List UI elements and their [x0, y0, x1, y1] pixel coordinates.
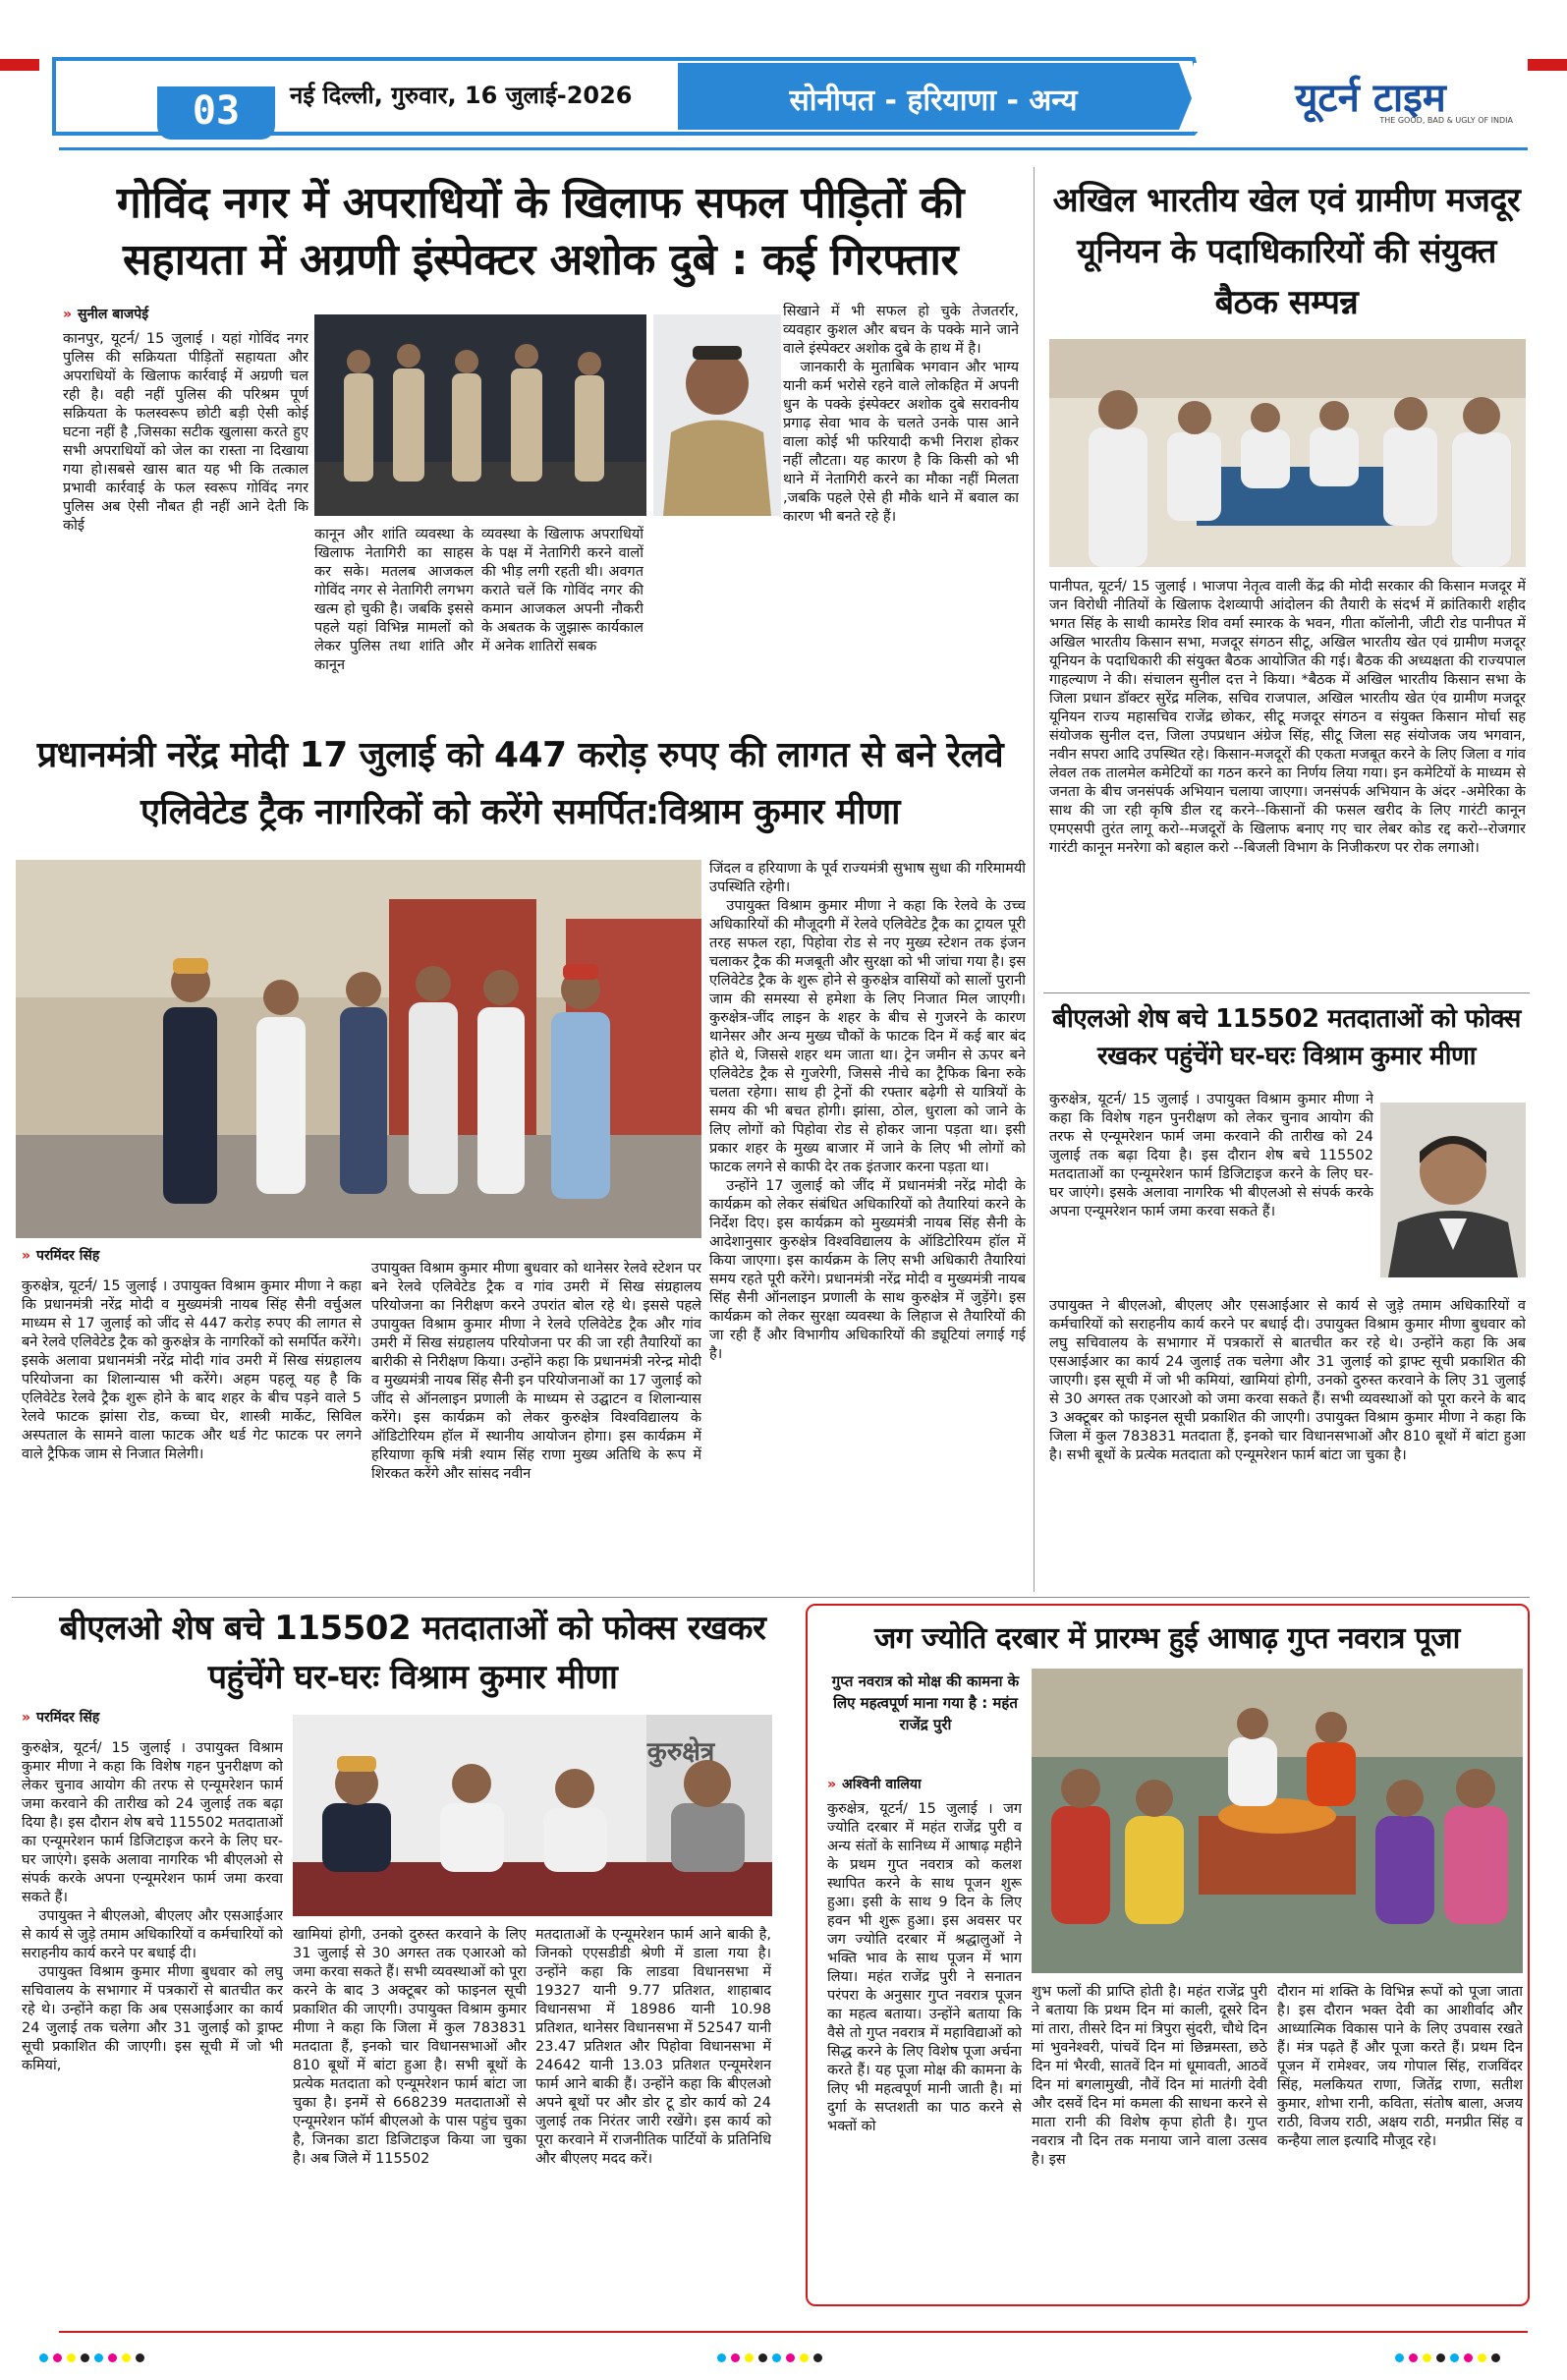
story6-headline: जग ज्योति दरबार में प्रारम्भ हुई आषाढ़ गुप्त नवरात्र पूजा [874, 1621, 1460, 1656]
story2-headline: अखिल भारतीय खेल एवं ग्रामीण मजदूर यूनियन के पदाधिकारियों की संयुक्त बैठक सम्पन्न [1052, 181, 1521, 322]
dateline: नई दिल्ली, गुरुवार, 16 जुलाई-2026 [290, 82, 633, 109]
story3-photo-inspection [16, 860, 701, 1238]
paragraph: जानकारी के मुताबिक भगवान और भाग्य यानी कर्म भरोसे रहने वाले लोकहित में अपनी धुन के पक्के इंस्पेक्टर अशोक दुबे सरावनीय प्रगाढ़ सेवा भाव के चलते उनके पास आने वाला कोई भी फरियादी कभी निराश होकर नहीं लौटता। यह कारण है कि किसी को भी थाने में नेतागिरी करने का मौका नहीं मिलता ,जबकि पहले ऐसे ही मौके थाने में बवाल का कारण भी बनते रहे हैं। [783, 360, 1019, 525]
official-portrait [1380, 1103, 1526, 1277]
story4-text-bottom: उपायुक्त ने बीएलओ, बीएलए और एसआईआर से कार्य से जुड़े तमाम अधिकारियों व कर्मचारियों को सराहनीय कार्य करने पर बधाई दी। उपायुक्त विश्राम कुमार मीणा बुधवार को लघु सचिवालय के सभागार में पत्रकारों से बातचीत कर रहे थे। उन्होंने कहा कि अब एसआईआर का कार्य 24 जुलाई तक चलेगा और 31 जुलाई को ड्राफ्ट सूची प्रकाशित की जाएगी। इस सूची में जो भी कमियां, खामियां होगी, उनको दुरुस्त करवाने के लिए 31 जुलाई से 30 अगस्त तक एआरओ को जमा करवा सकते हैं। सभी व्यवस्थाओं को पूरा करने के बाद 3 अक्टूबर को फाइनल सूची प्रकाशित की जाएगी। उपायुक्त विश्राम कुमार मीणा ने कहा कि जिला में कुल 783831 मतदाता हैं, इनको चार विधानसभाओं और 810 बूथों में बांटा हुआ है। सभी बूथों के प्रत्येक मतदाता को एन्यूमरेशन फार्म बांटा जा चुका है। [1049, 1298, 1526, 1463]
story5-photo-press-conference [293, 1715, 772, 1916]
column-rule-main [1034, 167, 1035, 1592]
story6-byline-name: अश्विनी वालिया [842, 1777, 922, 1792]
newspaper-logo: यूटर्न टाइम [1295, 75, 1446, 121]
havan-illustration [1032, 1669, 1523, 1973]
story3-col-right [709, 860, 1026, 1587]
story1-photo-police-team [314, 314, 646, 516]
masthead [0, 0, 1567, 138]
footer-registration-dots-center [717, 2353, 822, 2362]
footer-registration-dots-left [39, 2353, 144, 2362]
paragraph: कुरुक्षेत्र, यूटर्न/ 15 जुलाई । उपायुक्त विश्राम कुमार मीणा ने कहा कि विशेष गहन पुनरीक्षण को लेकर चुनाव आयोग की तरफ से एन्यूमरेशन फार्म जमा करवाने की तारीख को 24 जुलाई तक बढ़ा दिया है। इस दौरान शेष बचे 115502 मतदाताओं का एन्यूमरेशन फार्म डिजिटाइज करने के लिए घर-घर जाएंगे। इसके अलावा नागरिक भी बीएलओ से संपर्क करके अपना एन्यूमरेशन फार्म जमा करवा सकते हैं। [22, 1740, 283, 1905]
rule-story2-story4 [1043, 992, 1530, 993]
paragraph: उन्होंने 17 जुलाई को जींद में प्रधानमंत्री नरेंद्र मोदी के कार्यक्रम को लेकर संबंधित अधिकारियों को तैयारियां करने के निर्देश दिए। इस कार्यक्रम को मुख्यमंत्री नायब सिंह सैनी के आदेशानुसार कुरुक्षेत्र विश्वविद्यालय के ऑडिटोरियम हॉल में किया जाएगा। इस कार्यक्रम के लिए सभी अधिकारी तैयारियां समय रहते पूरी करेंगे। प्रधानमंत्री नरेंद्र मोदी व मुख्यमंत्री नायब सिंह सैनी ऑनलाइन प्रणाली के साथ कुरुक्षेत्र में जुड़ेंगे। इस कार्यक्रम को लेकर सुरक्षा व्यवस्था के लिहाज से तैयारियों की जा रही हैं और विभागीय अधिकारियों की ड्यूटियां लगाई गई है। [709, 1178, 1026, 1362]
inspection-illustration [16, 860, 701, 1238]
footer-rule [59, 2331, 1528, 2333]
paragraph: जिंदल व हरियाणा के पूर्व राज्यमंत्री सुभाष सुधा की गरिमामयी उपस्थिति रहेगी। [709, 861, 1026, 895]
press-banner-text: कुरुक्षेत्र [646, 1737, 715, 1767]
masthead-rule [59, 147, 1528, 150]
story3-byline-name: परमिंदर सिंह [36, 1248, 100, 1264]
story3-headline: प्रधानमंत्री नरेंद्र मोदी 17 जुलाई को 447 करोड़ रुपए की लागत से बने रेलवे एलिवेटेड ट्रैक नागरिकों को करेंगे समर्पित:विश्राम कुमार मीणा [36, 735, 1004, 832]
story6-col2: शुभ फलों की प्राप्ति होती है। महंत राजेंद्र पुरी ने बताया कि प्रथम दिन मां काली, दूसरे दिन मां तारा, तीसरे दिन मां त्रिपुरा सुंदरी, चौथे दिन मां भुवनेश्वरी, पांचवें दिन मां छिन्नमस्ता, छठे दिन मां भैरवी, सातवें दिन मां धूमावती, आठवें दिन मां बगलामुखी, नौवें दिन मां मातंगी देवी और दसवें दिन मां कमला की साधना करने से माता रानी की विशेष कृपा होती है। गुप्त नवरात्र नौ दिन तक मनाया जाने वाला उत्सव है। इस [1032, 1984, 1267, 2168]
story3-byline: » परमिंदर सिंह [22, 1248, 100, 1264]
story4-photo-official [1380, 1103, 1526, 1277]
footer-registration-dots-right [1395, 2353, 1500, 2362]
story1-byline-name: सुनील बाजपेई [78, 307, 149, 322]
story6-photo-havan [1032, 1669, 1523, 1973]
story3-col-bottom-left: कुरुक्षेत्र, यूटर्न/ 15 जुलाई । उपायुक्त विश्राम कुमार मीणा ने कहा कि प्रधानमंत्री नरेंद्र मोदी व मुख्यमंत्री नायब सिंह सैनी वर्चुअल माध्यम से 17 जुलाई को जींद से 447 करोड़ रुपए की लागत से बने रेलवे एलिवेटेड ट्रैक को कुरुक्षेत्र के नागरिकों को समर्पित करेंगे। इसके अलावा प्रधानमंत्री नरेंद्र मोदी गांव उमरी में सिख संग्रहालय परियोजना का शिलान्यास भी करेंगे। अहम पहलू यह है कि एलिवेटेड रेलवे ट्रैक शुरू होने के बाद शहर के बीच पड़ने वाले 5 रेलवे फाटक झांसा रोड, कच्चा घेर, शास्त्री मार्केट, सिविल अस्पताल के सामने वाला फाटक और थर्ड गेट फाटक पर लगने वाले ट्रैफिक जाम से निजात मिलेगी। [22, 1278, 362, 1462]
paragraph: सिखाने में भी सफल हो चुके तेजतर्रार, व्यवहार कुशल और बचन के पक्के माने जाने वाले इंस्पेक्टर अशोक दुबे के हाथ में है। [783, 304, 1019, 357]
rule-mid-page [12, 1597, 1530, 1598]
police-team-illustration [314, 314, 646, 516]
story2-text: पानीपत, यूटर्न/ 15 जुलाई । भाजपा नेतृत्व वाली केंद्र की मोदी सरकार की किसान मजदूर में जन विरोधी नीतियों के खिलाफ देशव्यापी आंदोलन की तैयारी के संदर्भ में क्रांतिकारी शहीद भगत सिंह के साथी कामरेड शिव वर्मा स्मारक के भवन, गीता कॉलोनी, जीटी रोड पानीपत में अखिल भारतीय किसान सभा, मजदूर संगठन सीटू, अखिल भारतीय खेत एवं ग्रामीण मजदूर यूनियन के पदाधिकारी की संयुक्त बैठक आयोजित की गई। बैठक की अध्यक्षता की राज्यपाल गाहल्याण ने की। संचालन सुनील दत्त ने किया। *बैठक में अखिल भारतीय किसान सभा के जिला प्रधान डॉक्टर सुरेंद्र मलिक, सचिव राजपाल, अखिल भारतीय खेत एंव ग्रामीण मजदूर यूनियन राज्य महासचिव राजेंद्र छोकर, सीटू मजदूर संगठन व संयुक्त किसान मोर्चा सह संयोजक सुनील दत्त, जिला उपप्रधान अंग्रेज सिंह, सीटू जिला सह संयोजक जय भगवान, नवीन सपरा आदि उपस्थित रहे। किसान-मजदूरों की एकता मजबूत करने के लिए जिला व गांव लेवल तक तालमेल कमेटियों का गठन करने का निर्णय लिया गया। इन कमेटियों के माध्यम से जनता के बीच जनसंपर्क अभियान चलाया जाएगा। जनसंपर्क अभियान के अंदर -अमेरिका के साथ की जा रही कृषि डील रद्द करने--किसानों की फसल खरीद के लिए गारंटी कानून एमएसपी तुरंत लागू करो--मजदूरों के खिलाफ बनाए गए चार लेबर कोड रद्द करो--रोजगार गारंटी कानून मनरेगा को बहाल करो --बिजली विभाग के निजीकरण पर रोक लगाओ। [1049, 579, 1526, 856]
story4-headline: बीएलओ शेष बचे 115502 मतदाताओं को फोक्स रखकर पहुंचेंगे घर-घरः विश्राम कुमार मीणा [1052, 1004, 1521, 1071]
story6-col3: दौरान मां शक्ति के विभिन्न रूपों को पूजा जाता है। इस दौरान भक्त देवी का आशीर्वाद और आध्यात्मिक विकास पाने के लिए उपवास रखते हैं। मंत्र पढ़ते हैं और पूजा करते हैं। प्रथम दिन पूजन में रामेश्वर, जय गोपाल सिंह, राजविंदर सिंह, मलकियत राणा, जितेंद्र राणा, सतीश कुमार, शोभा रानी, कविता, संतोष बाला, अजय राठी, विजय राठी, अक्षय राठी, मनप्रीत सिंह व कन्हैया लाल इत्यादि मौजूद रहे। [1277, 1984, 1523, 2149]
paragraph: उपायुक्त विश्राम कुमार मीणा बुधवार को लघु सचिवालय के सभागार में पत्रकारों से बातचीत कर रहे थे। उन्होंने कहा कि अब एसआईआर का कार्य 24 जुलाई तक चलेगा और 31 जुलाई को ड्राफ्ट सूची प्रकाशित की जाएगी। इस सूची में जो भी कमियां, [22, 1964, 283, 2073]
story5-byline: » परमिंदर सिंह [22, 1710, 100, 1726]
story1-col3: व्यवस्था के खिलाफ अपराधियों के पक्ष में नेतागिरी करने वालों की भीड़ लगी रहती थी। अवगत कराते चलें कि गोविंद नगर की कमान आजकल अपनी नौकरी के अबतक के जुझारू कार्यकाल में अनेक शातिरों सबक [481, 527, 644, 654]
story5-col2: खामियां होगी, उनको दुरुस्त करवाने के लिए 31 जुलाई से 30 अगस्त तक एआरओ को जमा करवा सकते हैं। सभी व्यवस्थाओं को पूरा करने के बाद 3 अक्टूबर को फाइनल सूची प्रकाशित की जाएगी। उपायुक्त विश्राम कुमार मीणा ने कहा कि जिला में कुल 783831 मतदाता हैं, इनको चार विधानसभाओं और 810 बूथों में बांटा हुआ है। सभी बूथों के प्रत्येक मतदाता को एन्यूमरेशन फार्म बांटा जा चुका है। इनमें से 668239 मतदाताओं से एन्यूमरेशन फॉर्म बीएलओ के पास पहुंच चुका है, जिनका डाटा डिजिटाइज किया जा चुका है। अब जिले में 115502 [293, 1927, 527, 2167]
story5-col3: मतदाताओं के एन्यूमरेशन फार्म आने बाकी है, जिनको एएसडीडी श्रेणी में डाला गया है। उन्होंने कहा कि लाडवा विधानसभा में 19327 यानी 9.77 प्रतिशत, शाहाबाद विधानसभा में 18986 यानी 10.98 प्रतिशत, थानेसर विधानसभा में 52547 यानी 23.47 प्रतिशत और पिहोवा विधानसभा में 24642 यानी 13.03 प्रतिशत एन्यूमरेशन फार्म आने बाकी हैं। उन्होंने कहा कि बीएलओ अपने बूथों पर और डोर टू डोर कार्य को 24 जुलाई तक निरंतर जारी रखेंगे। इस कार्य को पूरा करवाने में राजनीतिक पार्टियों के प्रतिनिधि और बीएलए मदद करें। [535, 1927, 771, 2167]
paragraph: उपायुक्त ने बीएलओ, बीएलए और एसआईआर से कार्य से जुड़े तमाम अधिकारियों व कर्मचारियों को सराहनीय कार्य करने पर बधाई दी। [22, 1908, 283, 1961]
story4-text-top: कुरुक्षेत्र, यूटर्न/ 15 जुलाई । उपायुक्त विश्राम कुमार मीणा ने कहा कि विशेष गहन पुनरीक्षण को लेकर चुनाव आयोग की तरफ से एन्यूमरेशन फार्म जमा करवाने की तारीख को 24 जुलाई तक बढ़ा दिया है। इस दौरान शेष बचे 115502 मतदाताओं का एन्यूमरेशन फार्म डिजिटाइज करने के लिए घर-घर जाएंगे। इसके अलावा नागरिक भी बीएलओ से संपर्क करके अपना एन्यूमरेशन फार्म जमा करवा सकते हैं। [1049, 1092, 1373, 1219]
story5-headline: बीएलओ शेष बचे 115502 मतदाताओं को फोक्स रखकर पहुंचेंगे घर-घरः विश्राम कुमार मीणा [59, 1609, 766, 1697]
story1-col1: कानपुर, यूटर्न/ 15 जुलाई । यहां गोविंद नगर पुलिस की सक्रियता पीड़ितों सहायता और अपराधियों के खिलाफ कार्रवाई में अग्रणी चल रही है। वही नहीं पुलिस की परिश्रम पूर्ण सक्रियता के फलस्वरूप छोटी बड़ी ऐसी कोई घटना नहीं है ,जिसका सटीक खुलासा करते हुए सभी अपराधियों को जेल का रास्ता ना दिखाया गया हो।सबसे खास बात यह भी कि तत्काल प्रभावी कार्रवाई के फल स्वरूप गोविंद नगर पुलिस अब ऐसी नौबत ही नहीं आने देती कि कोई [63, 331, 308, 534]
inspector-portrait [653, 314, 781, 516]
story1-photo-inspector [653, 314, 781, 516]
meeting-illustration [1049, 339, 1526, 567]
story1-headline: गोविंद नगर में अपराधियों के खिलाफ सफल पीड़ितों की सहायता में अग्रणी इंस्पेक्टर अशोक दुबे : कई गिरफ्तार [116, 178, 965, 285]
story5-byline-name: परमिंदर सिंह [36, 1710, 100, 1726]
story6-col1: कुरुक्षेत्र, यूटर्न/ 15 जुलाई । जग ज्योति दरबार में महंत राजेंद्र पुरी व अन्य संतों के सानिध्य में आषाढ़ महीने के प्रथम गुप्त नवरात्र को कलश स्थापित करने के साथ पूजन शुरू हुआ। इसी के साथ 9 दिन के लिए हवन भी शुरू हुआ। इस अवसर पर जग ज्योति दरबार में श्रद्धालुओं ने भक्ति भाव के साथ पूजन में भाग लिया। महंत राजेंद्र पुरी ने सनातन परंपरा के अनुसार गुप्त नवरात्र पूजन का महत्व बताया। उन्होंने बताया कि वैसे तो गुप्त नवरात्र में महाविद्याओं को सिद्ध करने के लिए विशेष पूजा अर्चना करते हैं। यह पूजा मोक्ष की कामना के लिए भी महत्वपूर्ण मानी जाती है। मां दुर्गा के सप्तशती का पाठ करने से भक्तों को [827, 1801, 1022, 2134]
story2-photo-meeting [1049, 339, 1526, 567]
story1-col4 [783, 303, 1019, 673]
story1-byline: » सुनील बाजपेई [63, 307, 149, 322]
story6-byline: » अश्विनी वालिया [827, 1777, 922, 1792]
story1-col2: कानून और शांति व्यवस्था के खिलाफ नेतागिरी का साहस कर सके। मतलब आजकल गोविंद नगर से नेतागिरी लगभग खत्म हो चुकी है। जबकि इससे पहले यहां विभिन्न मामलों को लेकर पुलिस तथा शांति और कानून [314, 527, 474, 673]
story6-subhead: गुप्त नवरात्र को मोक्ष की कामना के लिए महत्वपूर्ण माना गया है : महंत राजेंद्र पुरी [831, 1672, 1020, 1733]
section-title: सोनीपत - हरियाणा - अन्य [789, 84, 1078, 118]
paragraph: उपायुक्त विश्राम कुमार मीणा ने कहा कि रेलवे के उच्च अधिकारियों की मौजूदगी में रेलवे एलिवेटेड ट्रैक का ट्रायल पूरी तरह सफल रहा, पिहोवा रोड से नए मुख्य स्टेशन तक इंजन चलाकर ट्रैक की मजबूती और सुरक्षा को भी जांचा गया है। इस एलिवेटेड ट्रैक के शुरू होने से कुरुक्षेत्र वासियों को सालों पुरानी जाम की समस्या से हमेशा के लिए निजात मिल जाएगी। कुरुक्षेत्र-जींद लाइन के शहर के बीच से गुजरने के कारण थानेसर और अन्य मुख्य चौकों के फाटक दिन में कई बार बंद होते थे, जिससे शहर थम जाता था। ट्रेन जमीन से ऊपर बने एलिवेटेड ट्रैक से गुजरेगी, जिससे नीचे का ट्रैफिक बिना रुके चलता रहेगा। साथ ही ट्रेनों की रफ्तार बढ़ेगी से यात्रियों के समय की भी बचत होगी। झांसा, ठोल, धुराला को जाने के लिए लोगों को पिहोवा रोड से होकर जाना पड़ता था। इसी प्रकार शहर के मुख्य बाजार में जाने के लिए भी लोगों को फाटक लगने से काफी देर तक इंतजार करना पड़ता था। [709, 898, 1026, 1175]
logo-tagline: THE GOOD, BAD & UGLY OF INDIA [1379, 116, 1513, 125]
story3-col-bottom-mid: उपायुक्त विश्राम कुमार मीणा बुधवार को थानेसर रेलवे स्टेशन पर बने रेलवे एलिवेटेड ट्रैक व गांव उमरी में सिख संग्रहालय परियोजना का निरीक्षण करने उपरांत बोल रहे थे। इससे पहले उपायुक्त विश्राम कुमार मीणा ने रेलवे एलिवेटेड ट्रैक और गांव उमरी में सिख संग्रहालय परियोजना पर की जा रही तैयारियों का बारीकी से निरीक्षण किया। उन्होंने कहा कि प्रधानमंत्री नरेन्द्र मोदी व मुख्यमंत्री नायब सिंह सैनी इन परियोजनाओं का 17 जुलाई को जींद से ऑनलाइन प्रणाली के माध्यम से उद्घाटन व शिलान्यास करेंगे। इस कार्यक्रम को लेकर कुरुक्षेत्र विश्वविद्यालय के ऑडिटोरियम हॉल में स्थानीय आयोजन होगा। इस कार्यक्रम में हरियाणा कृषि मंत्री श्याम सिंह राणा मुख्य अतिथि के रूप में शिरकत करेंगे और सांसद नवीन [371, 1261, 701, 1482]
story5-col1 [22, 1739, 283, 2299]
page-number: 03 [192, 88, 241, 134]
